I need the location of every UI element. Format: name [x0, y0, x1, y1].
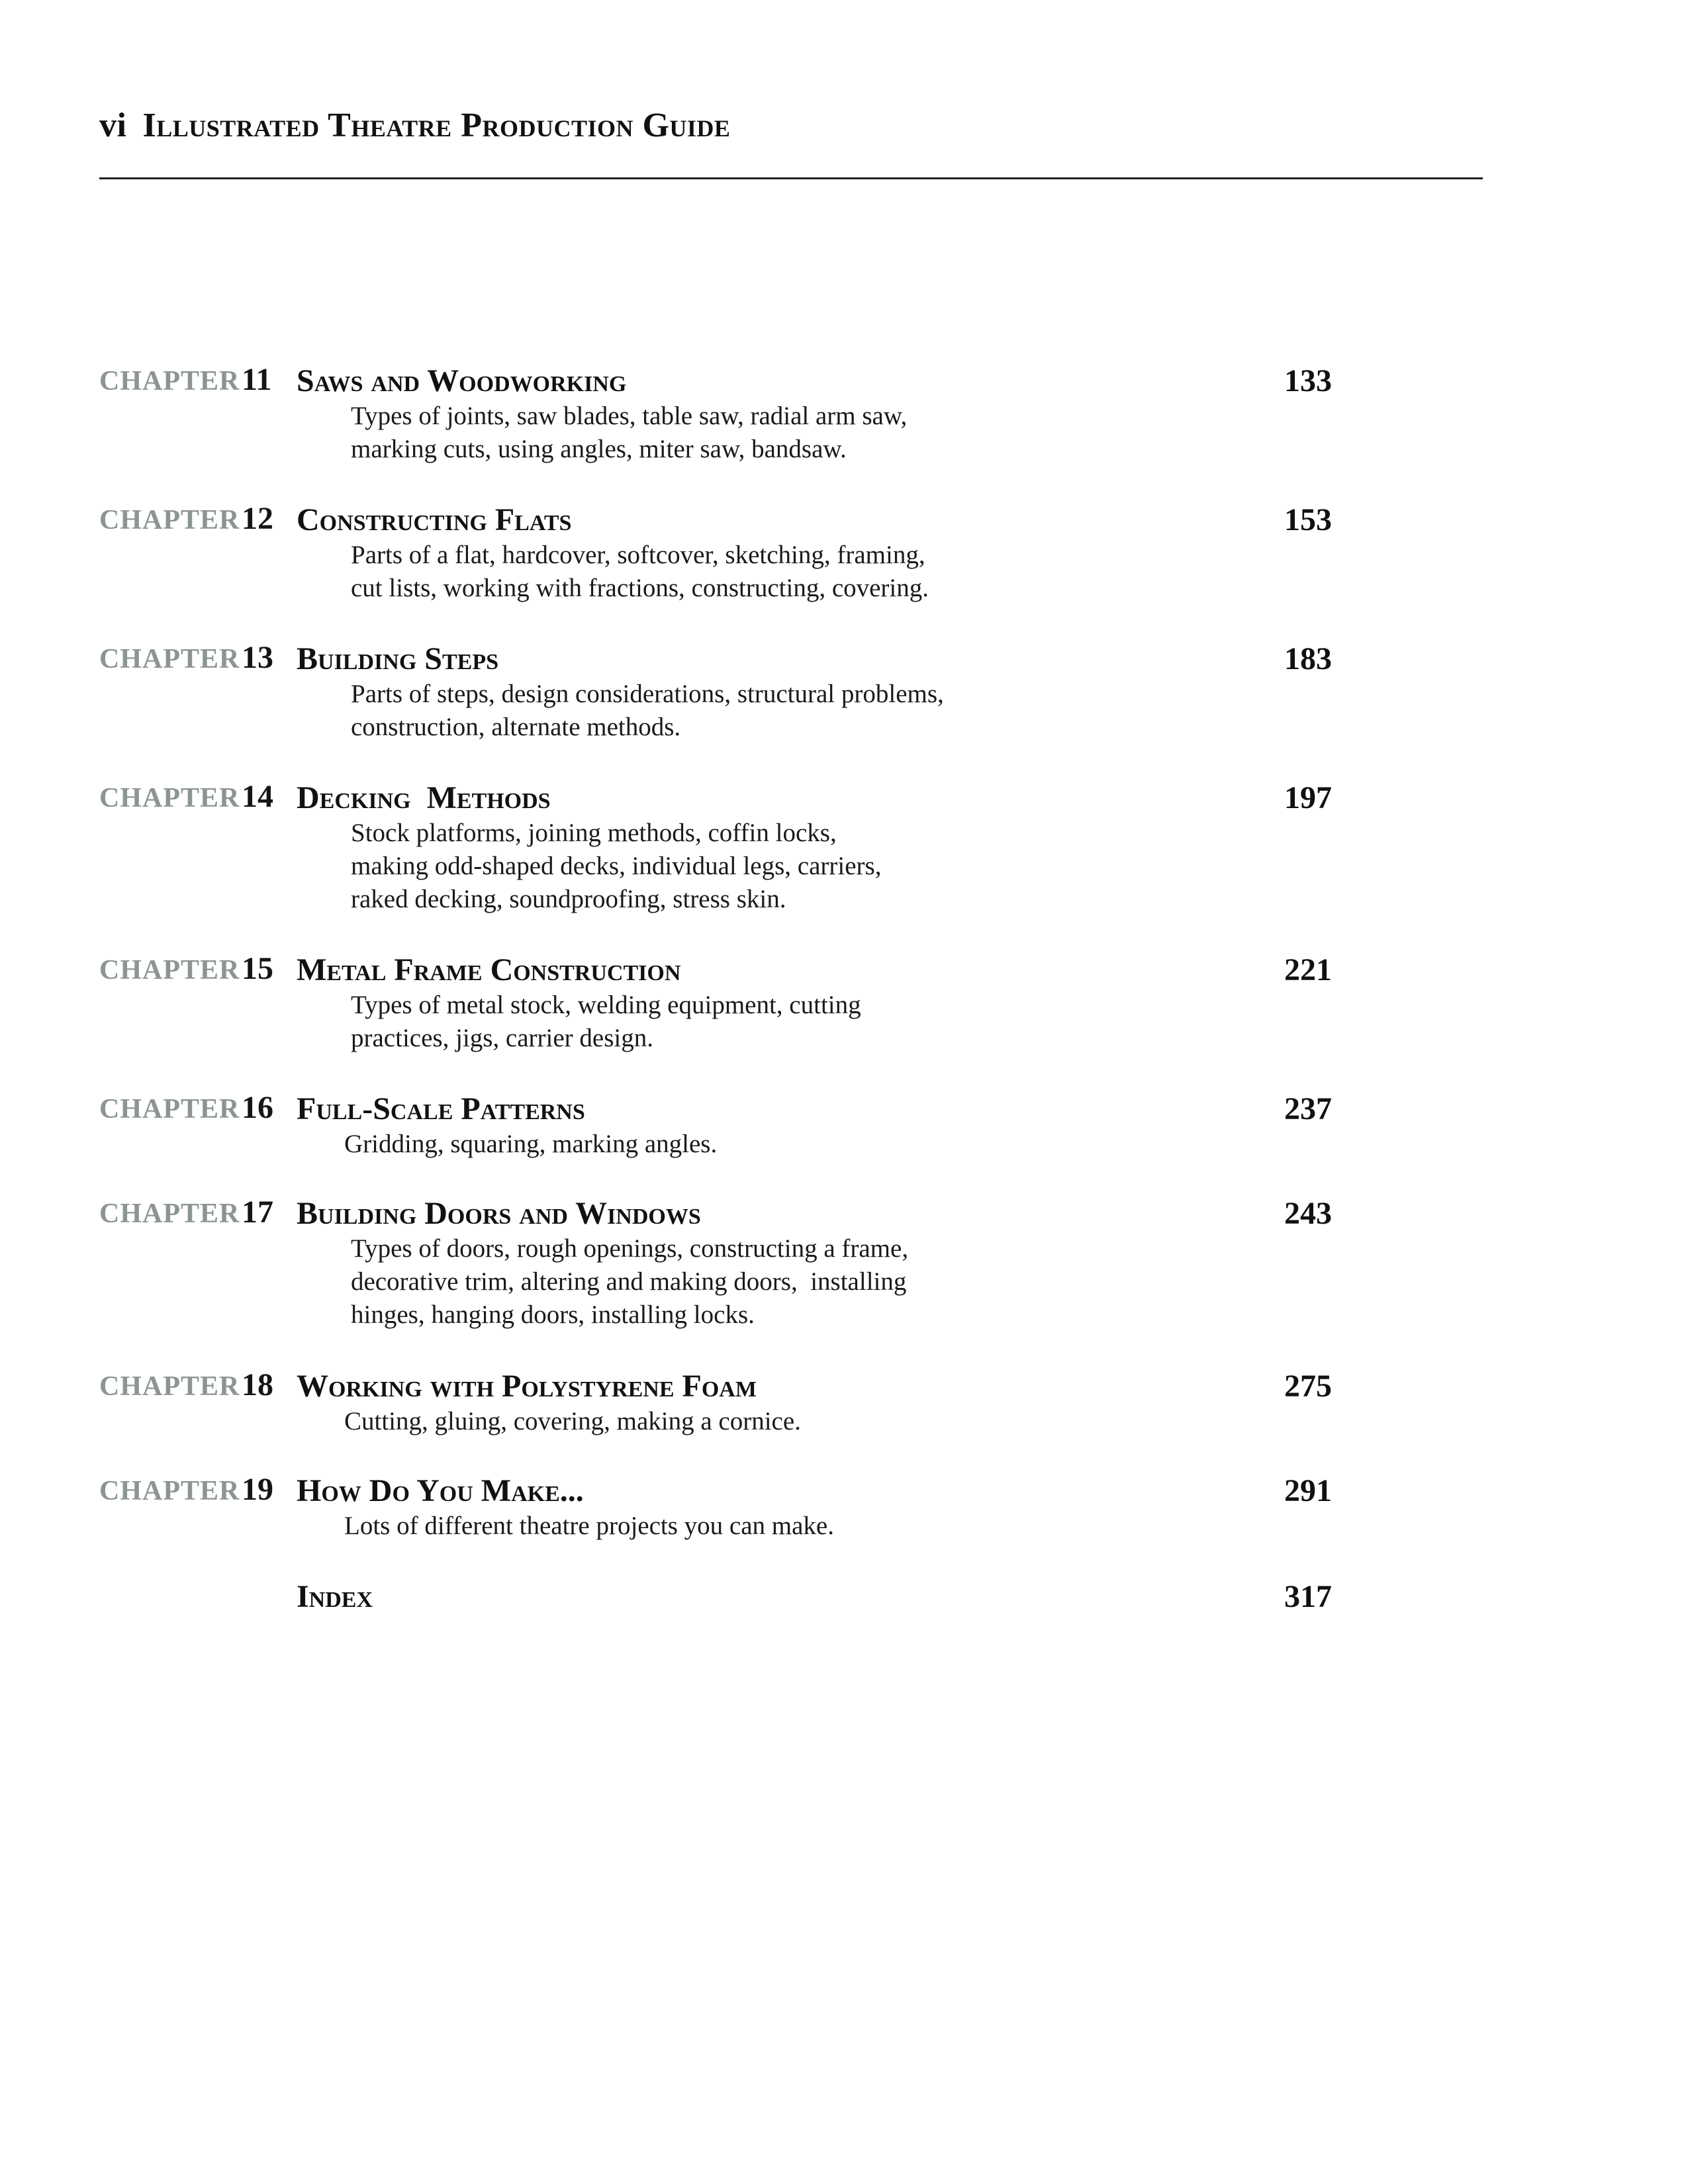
chapter-page-number: 237	[1284, 1091, 1332, 1126]
chapter-page-number: 275	[1284, 1369, 1332, 1404]
chapter-title: Working with Polystyrene Foam	[297, 1369, 757, 1404]
description-line: Parts of steps, design considerations, structural problems,	[351, 680, 944, 708]
description-line: hinges, hanging doors, installing locks.	[351, 1300, 755, 1329]
chapter-title: Constructing Flats	[297, 502, 572, 537]
table-of-contents	[99, 0, 1357, 2184]
chapter-page-number: 153	[1284, 502, 1332, 537]
index-title: Index	[297, 1579, 373, 1614]
chapter-title: Saws and Woodworking	[297, 363, 627, 398]
chapter-description	[351, 817, 1145, 916]
chapter-title: Full-Scale Patterns	[297, 1091, 585, 1126]
chapter-number: 12	[242, 501, 273, 536]
chapter-page-number: 133	[1284, 363, 1332, 398]
chapter-description	[344, 1128, 1139, 1161]
description-line: raked decking, soundproofing, stress skin.	[351, 885, 786, 913]
chapter-page-number: 243	[1284, 1196, 1332, 1231]
chapter-page-number: 221	[1284, 952, 1332, 987]
description-line: Stock platforms, joining methods, coffin locks,	[351, 819, 837, 847]
chapter-page-number: 197	[1284, 780, 1332, 815]
description-line: marking cuts, using angles, miter saw, bandsaw.	[351, 435, 847, 463]
chapter-title: Metal Frame Construction	[297, 952, 681, 987]
chapter-label: CHAPTER	[99, 366, 240, 396]
chapter-title: How Do You Make...	[297, 1473, 584, 1508]
chapter-label: CHAPTER	[99, 644, 240, 674]
chapter-label: CHAPTER	[99, 1199, 240, 1229]
chapter-label: CHAPTER	[99, 783, 240, 813]
description-line: Parts of a flat, hardcover, softcover, sketching, framing,	[351, 541, 925, 569]
description-line: Types of joints, saw blades, table saw, radial arm saw,	[351, 402, 908, 430]
chapter-number: 17	[242, 1195, 273, 1230]
chapter-label: CHAPTER	[99, 1371, 240, 1402]
chapter-page-number: 291	[1284, 1473, 1332, 1508]
description-line: Lots of different theatre projects you can make.	[344, 1512, 834, 1540]
chapter-title: Building Doors and Windows	[297, 1196, 701, 1231]
chapter-number: 11	[242, 362, 272, 397]
chapter-label: CHAPTER	[99, 1094, 240, 1124]
chapter-page-number: 183	[1284, 641, 1332, 676]
description-line: making odd-shaped decks, individual legs, carriers,	[351, 852, 882, 880]
index-page-number: 317	[1284, 1579, 1332, 1614]
description-line: cut lists, working with fractions, constructing, covering.	[351, 574, 929, 602]
book-title: Illustrated Theatre Production Guide	[142, 107, 731, 144]
chapter-number: 13	[242, 640, 273, 675]
description-line: Types of doors, rough openings, constructing a frame,	[351, 1234, 909, 1263]
chapter-description	[351, 678, 1145, 744]
chapter-title: Building Steps	[297, 641, 498, 676]
chapter-description	[344, 1510, 1139, 1543]
chapter-label: CHAPTER	[99, 1476, 240, 1506]
chapter-number: 14	[242, 779, 273, 814]
chapter-description	[351, 989, 1145, 1055]
chapter-number: 18	[242, 1367, 273, 1402]
chapter-description	[351, 539, 1145, 605]
chapter-label: CHAPTER	[99, 505, 240, 535]
description-line: Types of metal stock, welding equipment, cutting	[351, 991, 861, 1019]
chapter-number: 15	[242, 951, 273, 986]
chapter-description	[351, 1232, 1145, 1332]
description-line: practices, jigs, carrier design.	[351, 1024, 653, 1052]
chapter-number: 16	[242, 1090, 273, 1125]
description-line: Cutting, gluing, covering, making a cornice.	[344, 1407, 801, 1435]
description-line: decorative trim, altering and making doors, installing	[351, 1267, 907, 1296]
chapter-description	[351, 400, 1145, 466]
description-line: Gridding, squaring, marking angles.	[344, 1130, 718, 1158]
page-folio: vi	[99, 107, 127, 144]
chapter-title: Decking Methods	[297, 780, 551, 815]
chapter-label: CHAPTER	[99, 955, 240, 985]
description-line: construction, alternate methods.	[351, 713, 681, 741]
chapter-description	[344, 1405, 1139, 1438]
chapter-number: 19	[242, 1472, 273, 1507]
